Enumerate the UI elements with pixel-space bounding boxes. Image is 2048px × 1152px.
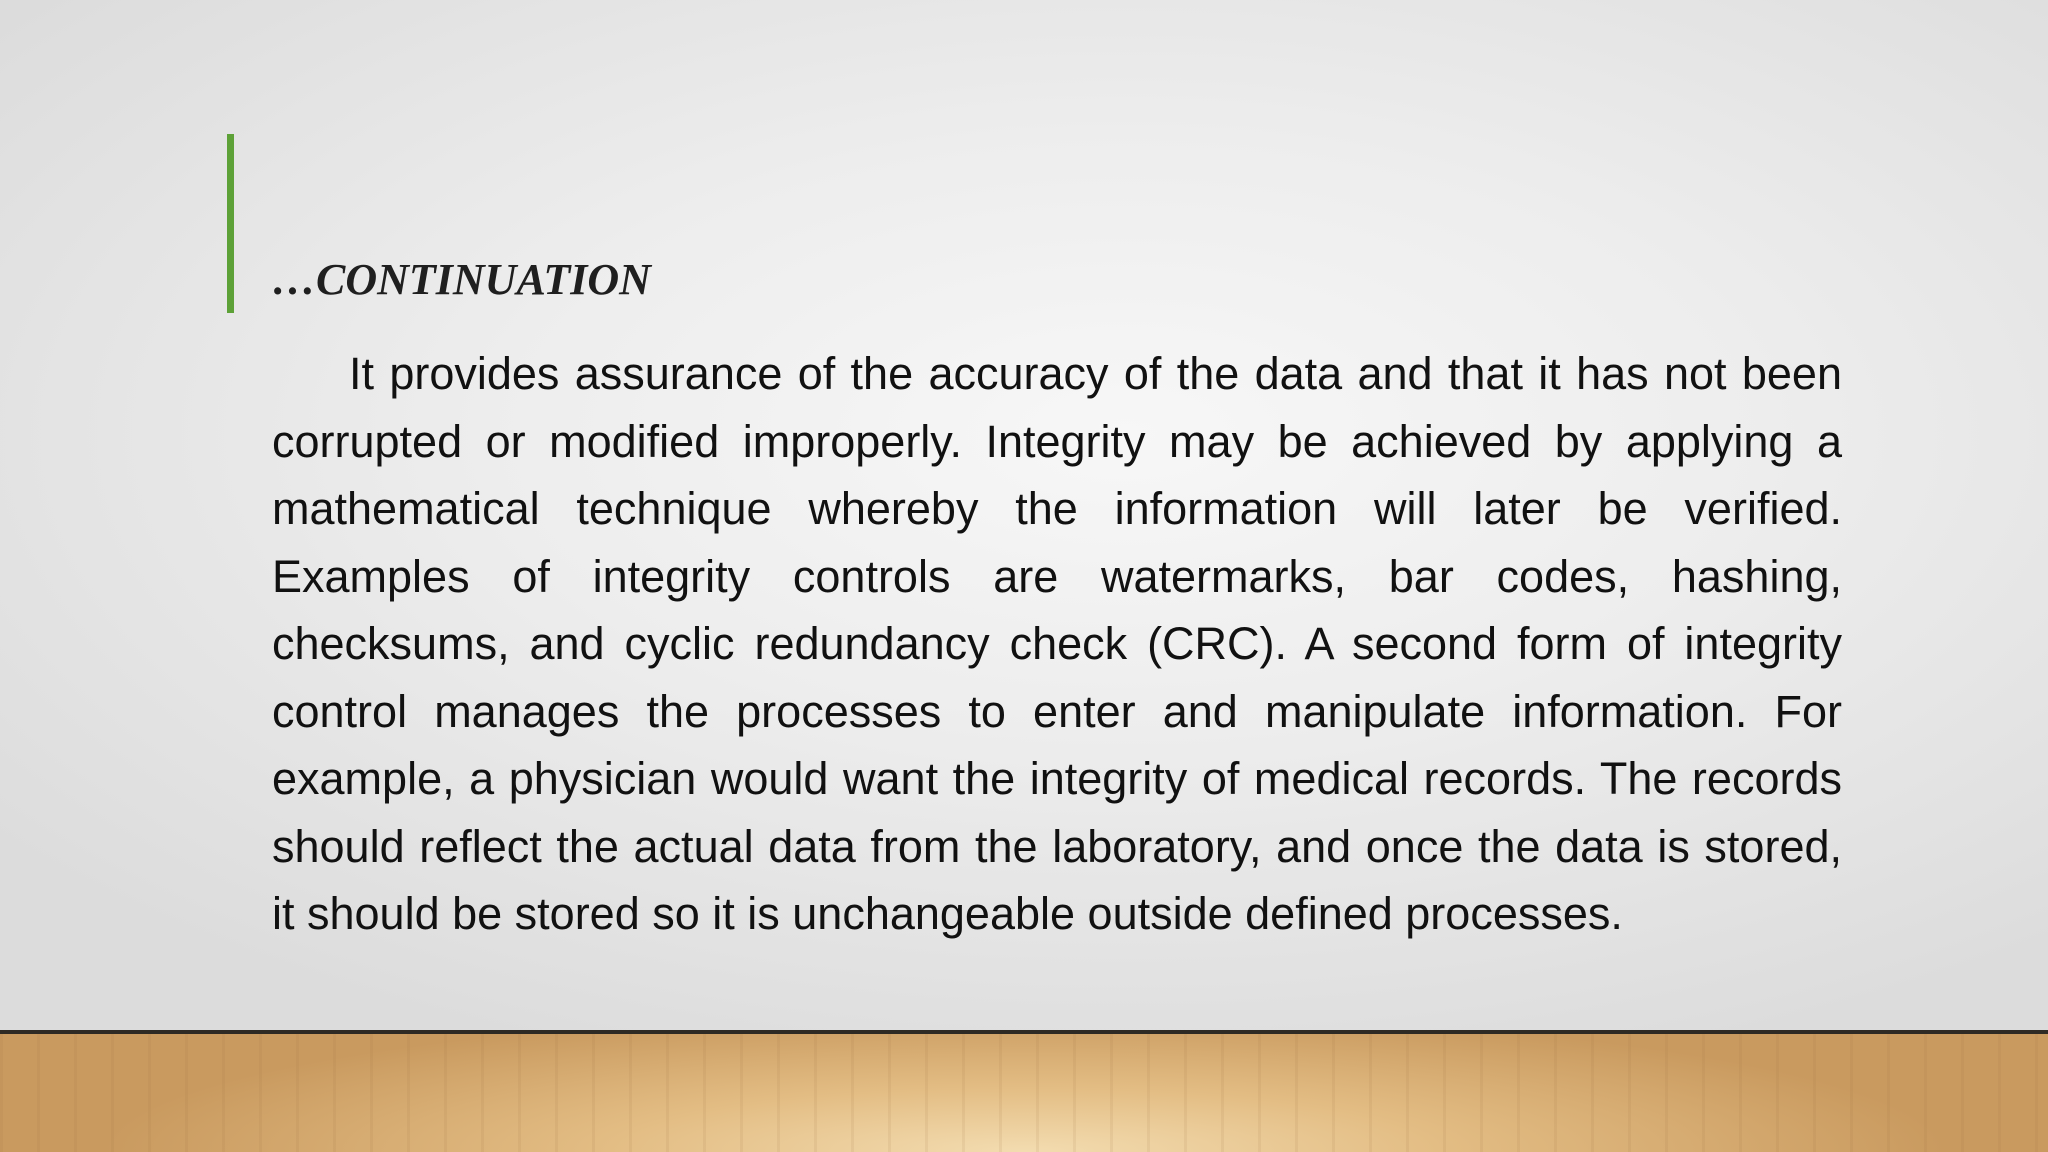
wooden-floor [0, 1034, 2048, 1152]
title-accent-bar [227, 134, 234, 313]
slide-title: …CONTINUATION [272, 255, 651, 304]
slide-body-text: It provides assurance of the accuracy of the data and that it has not been corrupted or modified improperly. Integrity may be achieved by applying a mathematical technique whereby the information will later be verified. Examples of integrity controls are watermarks, bar codes, hashing, checksums, and cyclic redundancy check (CRC). A second form of integrity control manages the processes to enter and manipulate information. For example, a physician would want the integrity of medical records. The records should reflect the actual data from the laboratory, and once the data is stored, it should be stored so it is unchangeable outside defined processes. [272, 348, 1842, 939]
